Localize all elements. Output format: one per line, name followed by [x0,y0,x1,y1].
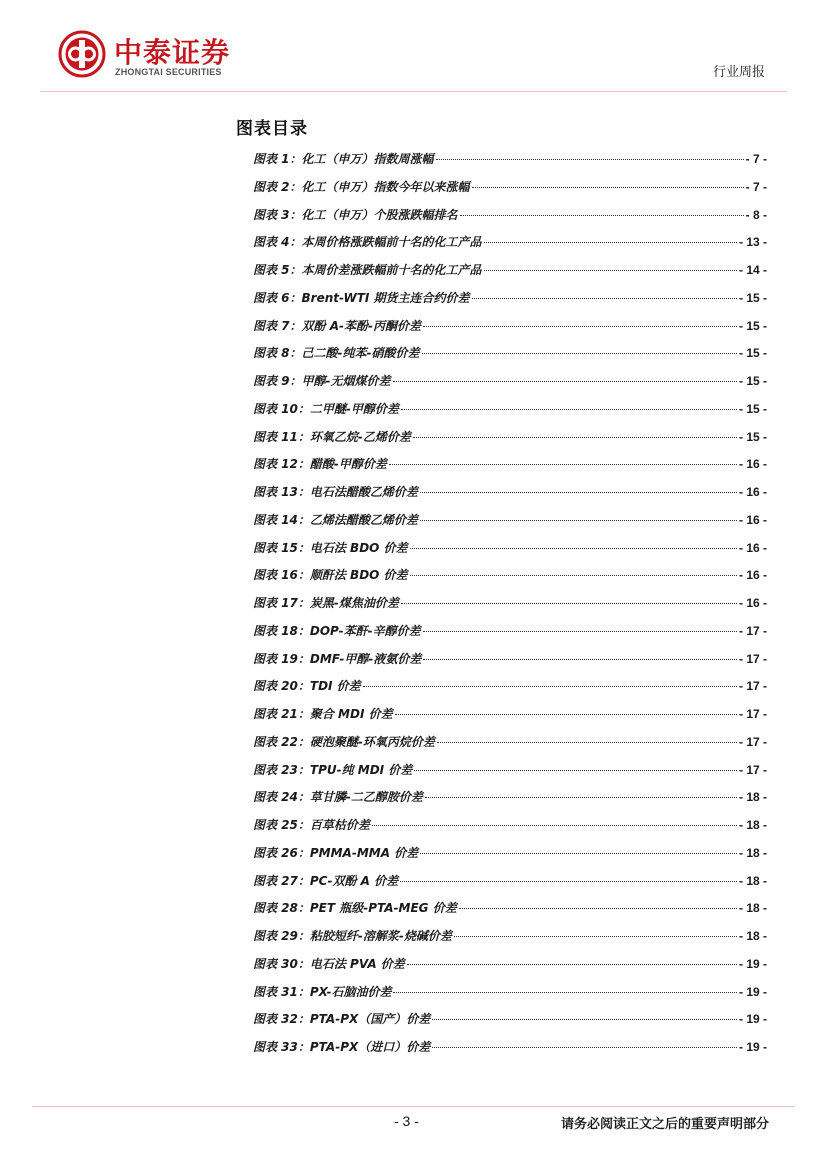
toc-dot-leader [420,853,737,854]
toc-title: 图表目录 [236,119,308,139]
toc-entry-page: - 16 - [738,512,767,527]
toc-dot-leader [413,437,737,438]
toc-entry[interactable] [253,622,767,650]
toc-entry-page: - 16 - [738,457,767,472]
brand-name-cn: 中泰证券 [114,36,231,69]
toc-entry-label: 图表 13：电石法醋酸乙烯价差 [253,485,418,499]
toc-entry[interactable] [253,372,767,400]
toc-entry[interactable] [253,483,767,511]
toc-entry-label: 图表 22：硬泡聚醚-环氧丙烷价差 [253,734,435,749]
toc-entry-page: - 18 - [738,818,767,832]
toc-entry[interactable] [253,650,767,678]
toc-entry-label: 图表 1：化工（申万）指数周涨幅 [253,152,434,166]
toc-dot-leader [472,187,744,188]
toc-dot-leader [393,992,737,993]
toc-dot-leader [460,215,744,216]
toc-entry-page: - 15 - [738,318,767,333]
toc-entry[interactable] [253,761,767,789]
toc-entry-page: - 16 - [738,596,767,610]
toc-entry-page: - 15 - [738,290,767,305]
toc-dot-leader [420,492,737,493]
toc-entry-label: 图表 25：百草枯价差 [253,818,370,832]
toc-dot-leader [389,464,737,465]
toc-entry[interactable] [253,428,767,456]
toc-entry-label: 图表 12：醋酸-甲醇价差 [253,457,387,472]
toc-entry[interactable] [253,233,767,261]
toc-dot-leader [420,520,737,521]
toc-entry-label: 图表 6：Brent-WTI 期货主连合约价差 [253,290,470,305]
toc-entry-label: 图表 5：本周价差涨跌幅前十名的化工产品 [253,263,482,277]
toc-entry[interactable] [253,1010,767,1038]
toc-entry[interactable] [253,289,767,317]
toc-entry-page: - 13 - [738,235,767,250]
toc-entry-label: 图表 7：双酚 A-苯酚-丙酮价差 [253,318,421,333]
toc-dot-leader [407,964,737,965]
toc-entry-label: 图表 29：粘胶短纤-溶解浆-烧碱价差 [253,929,452,943]
toc-dot-leader [410,575,737,576]
toc-entry[interactable] [253,261,767,289]
toc-entry-label: 图表 15：电石法 BDO 价差 [253,540,408,555]
toc-entry-page: - 15 - [738,374,767,388]
toc-entry-page: - 17 - [738,679,767,694]
toc-entry[interactable] [253,150,767,178]
toc-entry-label: 图表 26：PMMA-MMA 价差 [253,845,419,860]
toc-entry[interactable] [253,344,767,372]
toc-entry[interactable] [253,927,767,955]
toc-entry-label: 图表 10：二甲醚-甲醇价差 [253,401,399,416]
toc-entry[interactable] [253,816,767,844]
toc-dot-leader [432,1019,737,1020]
toc-entry-page: - 19 - [738,984,767,999]
toc-entry-page: - 18 - [738,929,767,943]
toc-dot-leader [423,659,737,660]
toc-entry[interactable] [253,955,767,983]
toc-entry-label: 图表 30：电石法 PVA 价差 [253,956,405,971]
toc-dot-leader [423,326,737,327]
toc-dot-leader [393,381,737,382]
toc-dot-leader [436,159,744,160]
toc-entry-page: - 17 - [738,707,767,721]
toc-entry-page: - 18 - [738,790,767,805]
toc-dot-leader [414,770,737,771]
toc-dot-leader [472,298,737,299]
toc-dot-leader [400,881,737,882]
toc-entry[interactable] [253,983,767,1011]
toc-entry[interactable] [253,705,767,733]
toc-entry[interactable] [253,844,767,872]
toc-entry-page: - 7 - [745,152,767,166]
toc-entry-page: - 15 - [738,346,767,361]
toc-dot-leader [372,825,737,826]
toc-entry-page: - 18 - [738,845,767,860]
toc-entry-label: 图表 23：TPU-纯 MDI 价差 [253,762,413,777]
toc-entry-page: - 8 - [745,207,767,222]
footer-divider [32,1106,795,1107]
toc-entry-label: 图表 4：本周价格涨跌幅前十名的化工产品 [253,235,482,250]
toc-entry-label: 图表 20：TDI 价差 [253,679,361,694]
toc-dot-leader [395,714,737,715]
brand-logo [58,30,258,86]
toc-entry-label: 图表 31：PX-石脑油价差 [253,984,392,999]
toc-entry-label: 图表 19：DMF-甲醇-液氨价差 [253,651,422,666]
toc-entry[interactable] [253,400,767,428]
toc-entry[interactable] [253,677,767,705]
toc-entry[interactable] [253,317,767,345]
toc-dot-leader [425,797,737,798]
toc-entry[interactable] [253,178,767,206]
toc-entry-page: - 19 - [738,1040,767,1054]
toc-entry-label: 图表 11：环氧乙烷-乙烯价差 [253,429,411,444]
toc-entry-page: - 17 - [738,623,767,638]
toc-entry-page: - 16 - [738,485,767,499]
toc-entry[interactable] [253,1038,767,1066]
toc-entry[interactable] [253,511,767,539]
toc-dot-leader [454,936,737,937]
toc-entry[interactable] [253,594,767,622]
toc-entry-label: 图表 24：草甘膦-二乙醇胺价差 [253,790,423,805]
toc-entry-page: - 18 - [738,901,767,916]
toc-dot-leader [437,742,737,743]
toc-entry[interactable] [253,539,767,567]
toc-dot-leader [422,353,737,354]
toc-entry[interactable] [253,733,767,761]
toc-dot-leader [401,409,737,410]
toc-entry-page: - 15 - [738,429,767,444]
toc-entry-label: 图表 2：化工（申万）指数今年以来涨幅 [253,179,470,194]
page-header [0,0,827,100]
toc-entry-label: 图表 3：化工（申万）个股涨跌幅排名 [253,207,458,222]
header-divider [40,91,787,92]
toc-dot-leader [459,908,737,909]
toc-list [253,150,767,1066]
toc-entry[interactable] [253,455,767,483]
toc-entry-label: 图表 27：PC-双酚 A 价差 [253,873,399,888]
toc-entry-page: - 19 - [738,956,767,971]
toc-dot-leader [432,1047,737,1048]
toc-entry-page: - 16 - [738,540,767,555]
toc-entry-label: 图表 18：DOP-苯酐-辛醇价差 [253,623,421,638]
brand-name-en: ZHONGTAI SECURITIES [115,67,222,77]
toc-entry-page: - 16 - [738,568,767,583]
toc-entry-page: - 14 - [738,263,767,277]
toc-entry-label: 图表 21：聚合 MDI 价差 [253,707,393,721]
toc-entry-page: - 19 - [738,1012,767,1027]
toc-entry-page: - 7 - [745,179,767,194]
toc-entry-page: - 17 - [738,762,767,777]
toc-entry-label: 图表 32：PTA-PX（国产）价差 [253,1012,431,1027]
page-number: - 3 - [394,1113,419,1129]
zhongtai-logo-icon [58,30,106,78]
toc-entry-label: 图表 8：己二酸-纯苯-硝酸价差 [253,346,420,361]
toc-dot-leader [484,270,737,271]
toc-entry[interactable] [253,872,767,900]
toc-dot-leader [363,686,737,687]
toc-entry-label: 图表 28：PET 瓶级-PTA-MEG 价差 [253,901,457,916]
toc-dot-leader [484,242,737,243]
toc-dot-leader [423,631,737,632]
toc-entry-page: - 15 - [738,401,767,416]
toc-entry-label: 图表 33：PTA-PX（进口）价差 [253,1040,431,1054]
report-type: 行业周报 [712,65,765,80]
toc-entry-page: - 17 - [738,734,767,749]
footer-disclaimer: 请务必阅读正文之后的重要声明部分 [560,1117,769,1132]
toc-entry-label: 图表 14：乙烯法醋酸乙烯价差 [253,512,418,527]
toc-dot-leader [401,603,737,604]
toc-entry[interactable] [253,566,767,594]
toc-entry-label: 图表 17：炭黑-煤焦油价差 [253,596,399,610]
toc-entry-label: 图表 9：甲醇-无烟煤价差 [253,374,391,388]
toc-dot-leader [410,548,737,549]
toc-entry[interactable] [253,788,767,816]
toc-entry[interactable] [253,206,767,234]
toc-entry-page: - 18 - [738,873,767,888]
toc-entry[interactable] [253,899,767,927]
toc-entry-page: - 17 - [738,651,767,666]
toc-entry-label: 图表 16：顺酐法 BDO 价差 [253,568,408,583]
